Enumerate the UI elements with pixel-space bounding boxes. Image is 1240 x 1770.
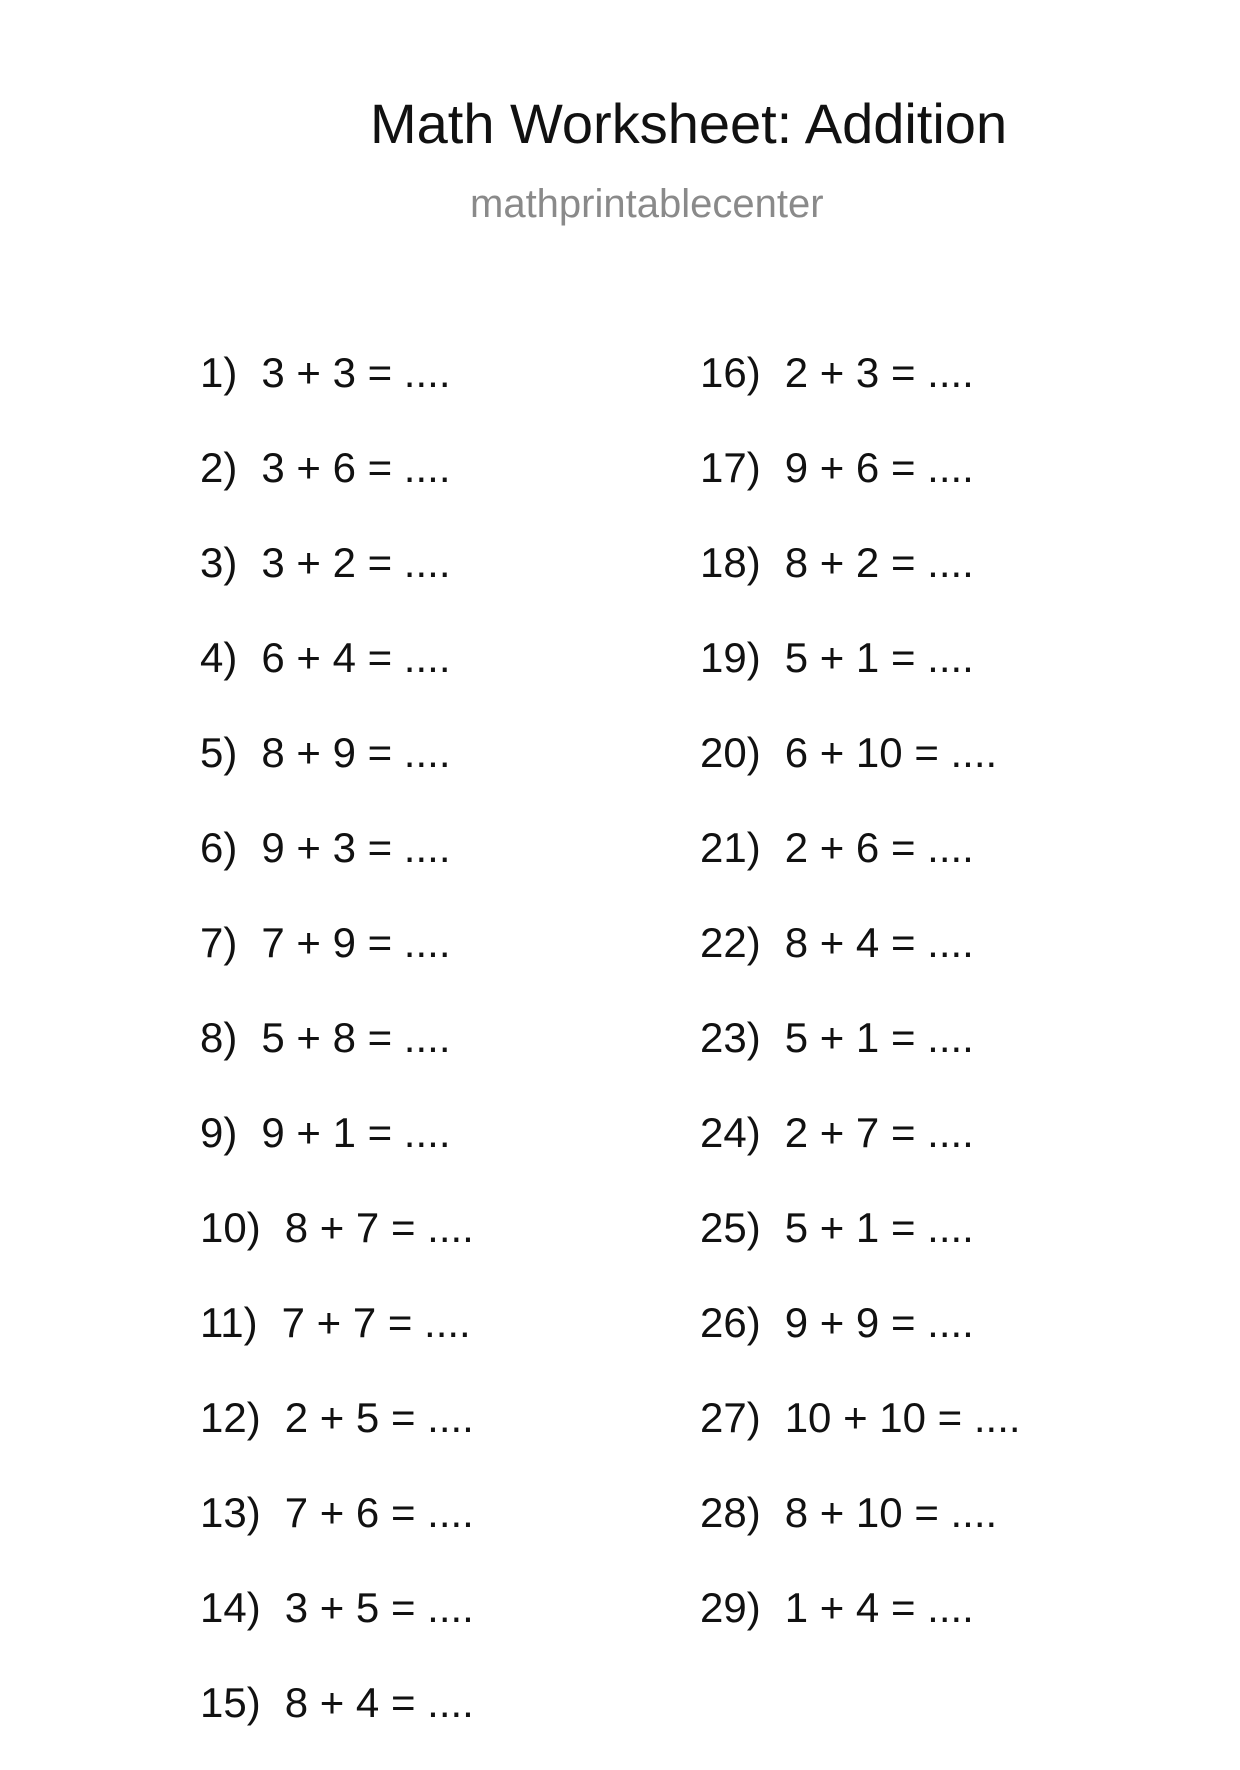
problem-expression: 7 + 7 = .... [281, 1299, 471, 1346]
problem-expression: 8 + 4 = .... [284, 1679, 474, 1726]
problem-item [700, 725, 1021, 820]
problem-number: 1) [200, 349, 238, 396]
problem-number: 6) [200, 824, 238, 871]
problem-number: 7) [200, 919, 238, 966]
problem-number: 21) [700, 824, 761, 871]
problem-item [200, 1485, 474, 1580]
problem-expression: 7 + 6 = .... [284, 1489, 474, 1536]
problem-number: 11) [200, 1299, 258, 1346]
problem-number: 9) [200, 1109, 238, 1156]
problem-item [200, 630, 474, 725]
problem-item [700, 1580, 1021, 1675]
problem-item [200, 535, 474, 630]
page-title: Math Worksheet: Addition [370, 92, 1008, 155]
problem-number: 15) [200, 1679, 261, 1726]
page-subtitle: mathprintablecenter [470, 182, 824, 226]
problem-expression: 9 + 6 = .... [784, 444, 974, 491]
problem-item [200, 1105, 474, 1200]
problem-item [200, 725, 474, 820]
problem-expression: 5 + 1 = .... [784, 1014, 974, 1061]
problem-number: 8) [200, 1014, 238, 1061]
problem-number: 28) [700, 1489, 761, 1536]
problem-column-right [700, 345, 1021, 1675]
problem-expression: 1 + 4 = .... [784, 1584, 974, 1631]
problem-expression: 9 + 1 = .... [261, 1109, 451, 1156]
problem-item [200, 1295, 474, 1390]
problem-item [700, 1390, 1021, 1485]
problem-expression: 2 + 6 = .... [784, 824, 974, 871]
problem-number: 4) [200, 634, 238, 681]
problem-expression: 8 + 10 = .... [784, 1489, 998, 1536]
problem-number: 25) [700, 1204, 761, 1251]
problem-expression: 3 + 2 = .... [261, 539, 451, 586]
problem-item [700, 1105, 1021, 1200]
problem-item [700, 1010, 1021, 1105]
problem-item [200, 440, 474, 535]
problem-expression: 8 + 9 = .... [261, 729, 451, 776]
problem-item [700, 1485, 1021, 1580]
problem-expression: 6 + 10 = .... [784, 729, 998, 776]
problem-expression: 2 + 3 = .... [784, 349, 974, 396]
problem-number: 17) [700, 444, 761, 491]
problem-item [200, 1200, 474, 1295]
problem-number: 19) [700, 634, 761, 681]
problem-item [200, 915, 474, 1010]
problem-number: 16) [700, 349, 761, 396]
problem-item [700, 345, 1021, 440]
problem-expression: 6 + 4 = .... [261, 634, 451, 681]
problem-number: 22) [700, 919, 761, 966]
problem-number: 27) [700, 1394, 761, 1441]
problem-item [200, 1675, 474, 1770]
problem-expression: 8 + 2 = .... [784, 539, 974, 586]
problem-number: 18) [700, 539, 761, 586]
problem-expression: 2 + 7 = .... [784, 1109, 974, 1156]
problem-item [200, 1580, 474, 1675]
problem-number: 14) [200, 1584, 261, 1631]
problem-number: 26) [700, 1299, 761, 1346]
problem-item [200, 1010, 474, 1105]
problem-item [700, 1295, 1021, 1390]
problem-number: 12) [200, 1394, 261, 1441]
problem-expression: 8 + 7 = .... [284, 1204, 474, 1251]
problem-expression: 9 + 3 = .... [261, 824, 451, 871]
problem-column-left [200, 345, 474, 1770]
problem-expression: 5 + 1 = .... [784, 634, 974, 681]
problem-number: 5) [200, 729, 238, 776]
problem-item [700, 915, 1021, 1010]
problem-item [700, 1200, 1021, 1295]
problem-item [200, 820, 474, 915]
problem-expression: 5 + 8 = .... [261, 1014, 451, 1061]
problem-number: 23) [700, 1014, 761, 1061]
problem-number: 29) [700, 1584, 761, 1631]
problem-expression: 3 + 3 = .... [261, 349, 451, 396]
problem-number: 24) [700, 1109, 761, 1156]
problem-number: 2) [200, 444, 238, 491]
problem-number: 13) [200, 1489, 261, 1536]
problem-number: 10) [200, 1204, 261, 1251]
problem-expression: 5 + 1 = .... [784, 1204, 974, 1251]
problem-expression: 10 + 10 = .... [784, 1394, 1021, 1441]
problem-expression: 3 + 5 = .... [284, 1584, 474, 1631]
problem-expression: 3 + 6 = .... [261, 444, 451, 491]
problem-number: 3) [200, 539, 238, 586]
problem-item [700, 440, 1021, 535]
problem-expression: 8 + 4 = .... [784, 919, 974, 966]
problem-item [700, 535, 1021, 630]
problem-item [200, 1390, 474, 1485]
problem-item [700, 630, 1021, 725]
problem-expression: 9 + 9 = .... [784, 1299, 974, 1346]
problem-item [200, 345, 474, 440]
problem-expression: 7 + 9 = .... [261, 919, 451, 966]
problem-number: 20) [700, 729, 761, 776]
problem-expression: 2 + 5 = .... [284, 1394, 474, 1441]
problem-item [700, 820, 1021, 915]
